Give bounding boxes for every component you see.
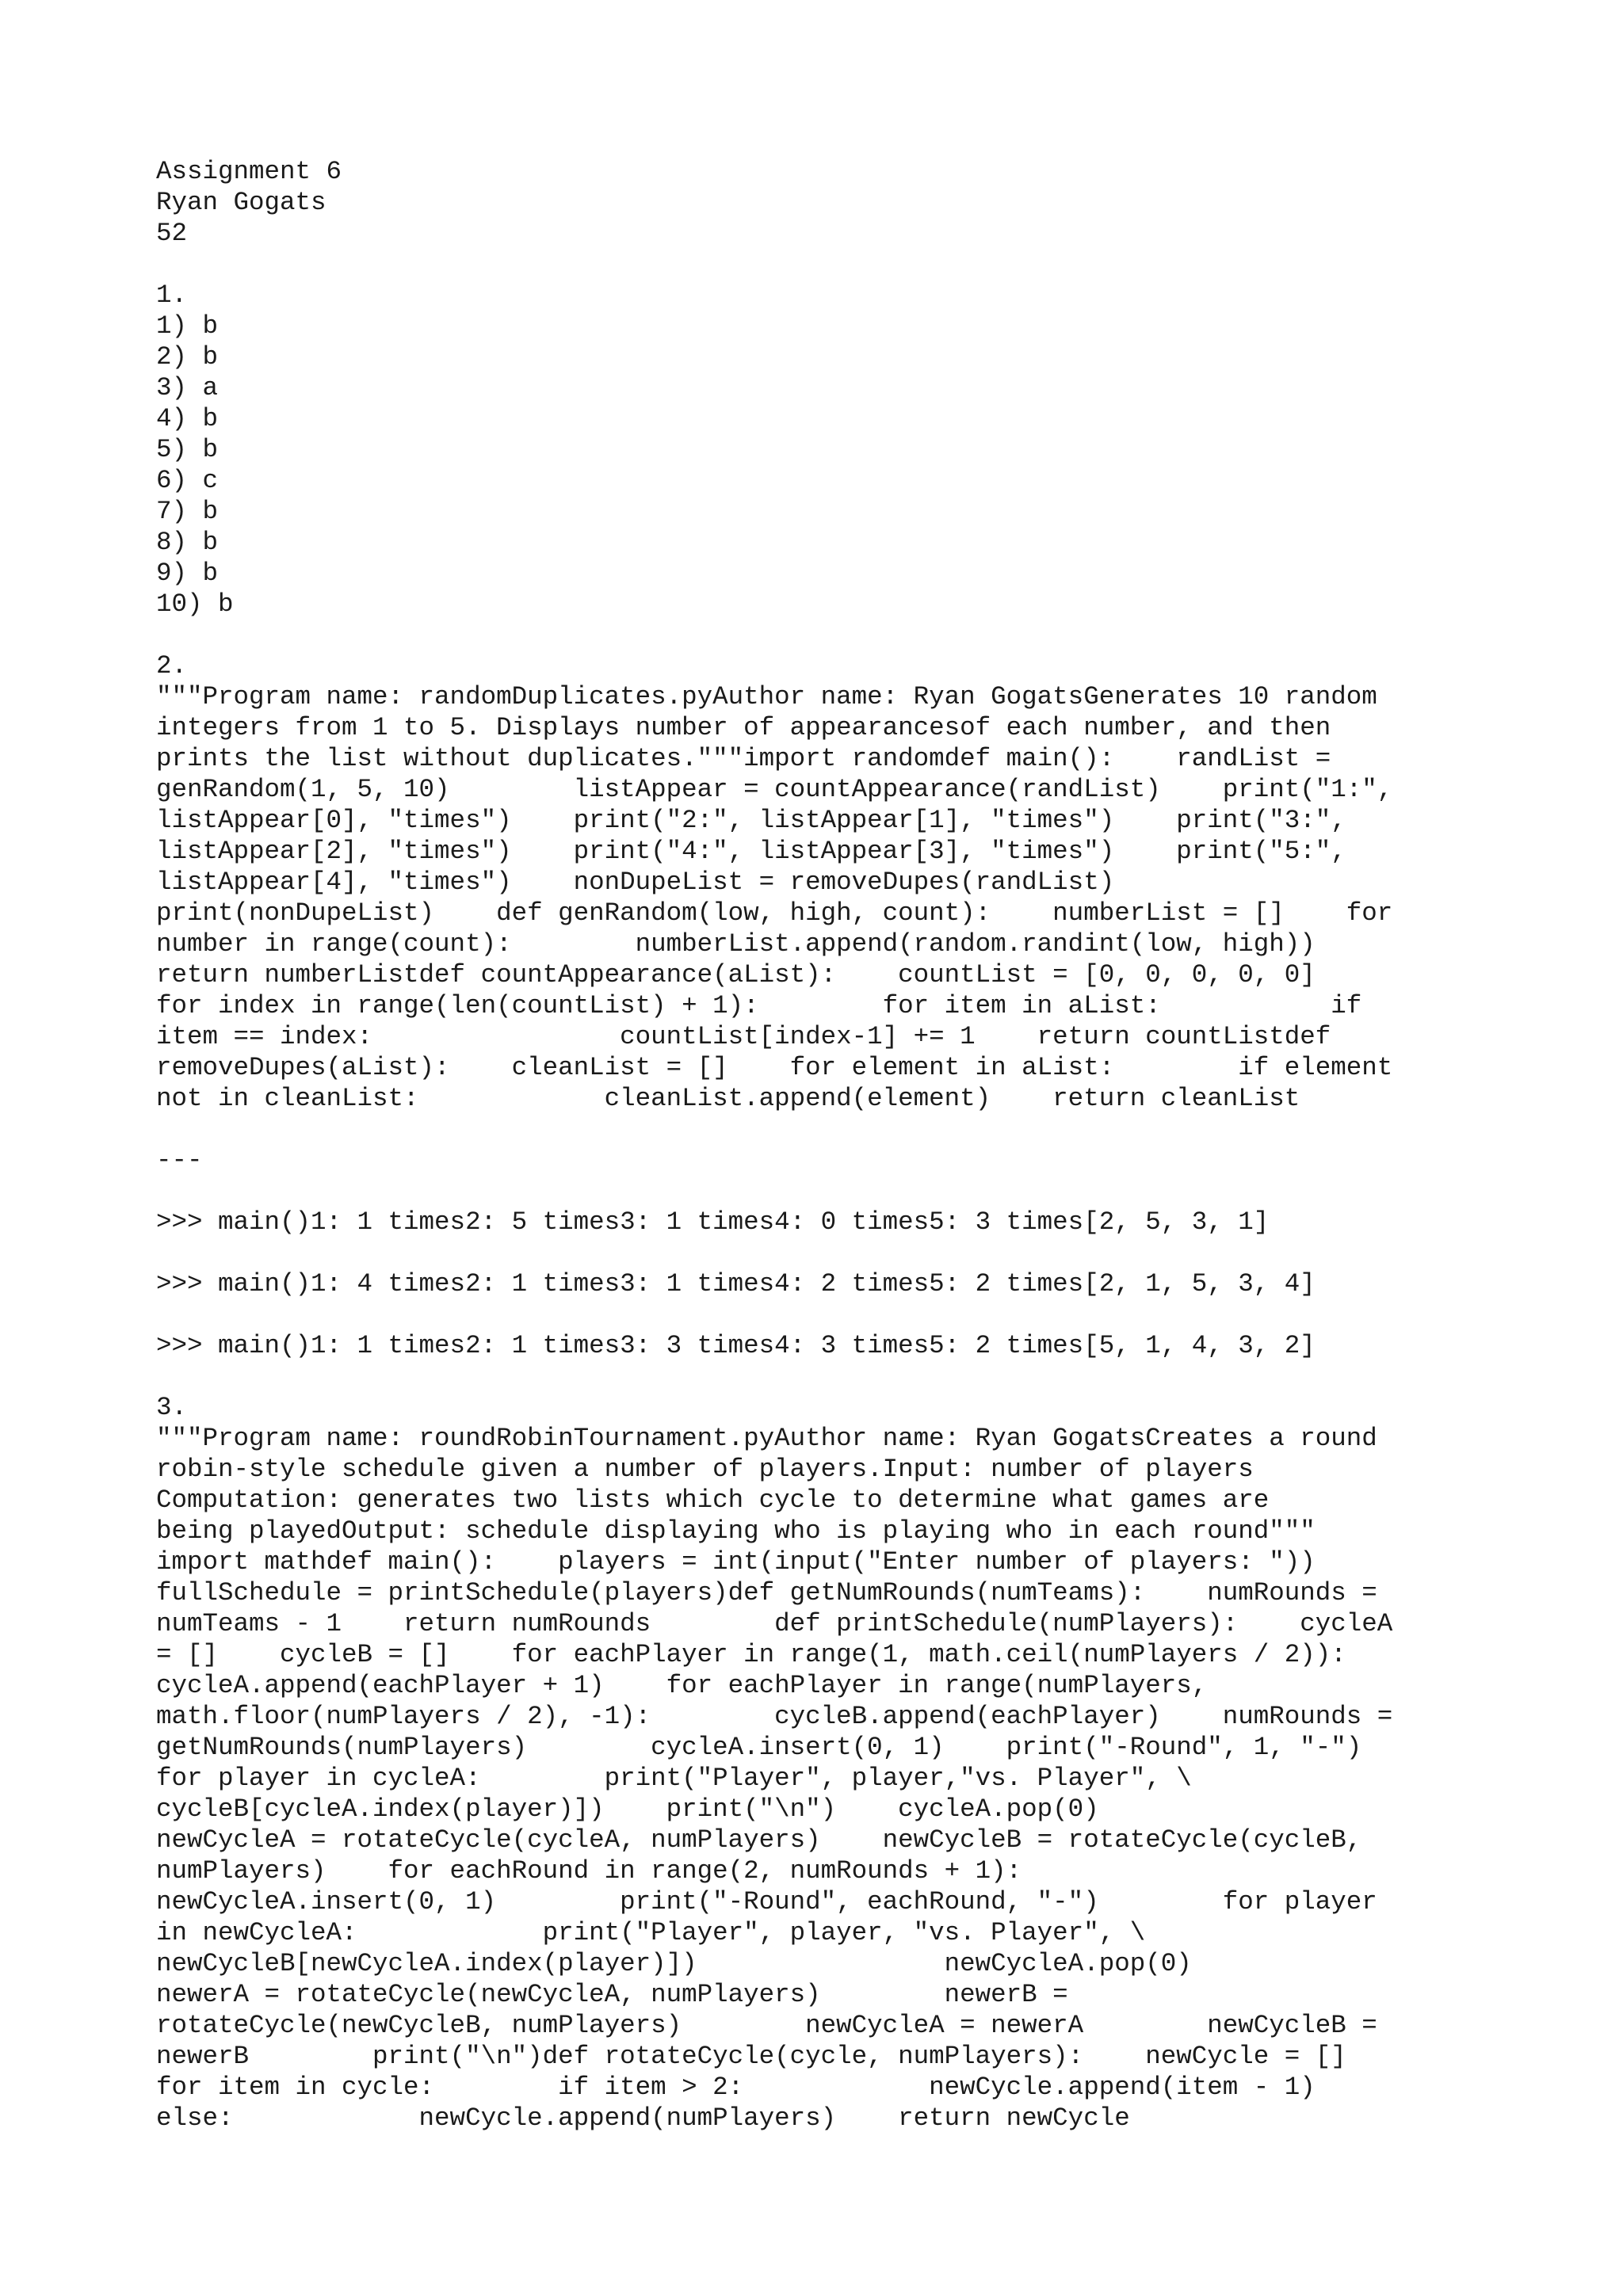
- answer-item: 3) a: [156, 373, 219, 402]
- document-page: [156, 156, 1487, 2134]
- spacer: [156, 1299, 1487, 1330]
- code-line: robin-style schedule given a number of players.Input: number of players: [156, 1455, 1254, 1484]
- code-line: item == index: countList[index-1] += 1 return countListdef: [156, 1022, 1331, 1051]
- section-3: [156, 1392, 1487, 2134]
- code-line: rotateCycle(newCycleB, numPlayers) newCycleA = newerA newCycleB =: [156, 2011, 1377, 2040]
- code-line: cycleB[cycleA.index(player)]) print("\n") cycleA.pop(0): [156, 1794, 1099, 1824]
- document-title: Assignment 6: [156, 157, 342, 186]
- code-line: for player in cycleA: print("Player", player,"vs. Player", \: [156, 1764, 1192, 1793]
- code-line: numTeams - 1 return numRounds def printSchedule(numPlayers): cycleA: [156, 1609, 1393, 1638]
- answer-item: 8) b: [156, 528, 219, 557]
- section-2-label: 2.: [156, 651, 188, 681]
- code-line: newerA = rotateCycle(newCycleA, numPlayers) newerB =: [156, 1980, 1068, 2009]
- answer-item: 5) b: [156, 435, 219, 464]
- code-line: = [] cycleB = [] for eachPlayer in range(1, math.ceil(numPlayers / 2)):: [156, 1640, 1346, 1669]
- code-line: integers from 1 to 5. Displays number of appearancesof each number, and then: [156, 713, 1331, 742]
- code-line: not in cleanList: cleanList.append(element) return cleanList: [156, 1084, 1300, 1113]
- section-1-label: 1.: [156, 280, 188, 310]
- code-line: newerB print("\n")def rotateCycle(cycle, numPlayers): newCycle = []: [156, 2042, 1346, 2071]
- code-line: removeDupes(aList): cleanList = [] for element in aList: if element: [156, 1053, 1393, 1082]
- code-line: else: newCycle.append(numPlayers) return newCycle: [156, 2103, 1130, 2133]
- code-line: numPlayers) for eachRound in range(2, numRounds + 1):: [156, 1856, 1022, 1886]
- code-line: fullSchedule = printSchedule(players)def getNumRounds(numTeams): numRounds =: [156, 1578, 1377, 1608]
- program-output: >>> main()1: 1 times2: 1 times3: 3 times4: 3 times5: 2 times[5, 1, 4, 3, 2]: [156, 1331, 1316, 1360]
- answer-item: 9) b: [156, 559, 219, 588]
- answer-item: 7) b: [156, 497, 219, 526]
- spacer: [156, 1238, 1487, 1268]
- code-line: getNumRounds(numPlayers) cycleA.insert(0, 1) print("-Round", 1, "-"): [156, 1733, 1362, 1762]
- answer-item: 4) b: [156, 404, 219, 433]
- answer-item: 2) b: [156, 342, 219, 372]
- code-line: number in range(count): numberList.append(random.randint(low, high)): [156, 929, 1316, 959]
- program-output: >>> main()1: 4 times2: 1 times3: 1 times4: 2 times5: 2 times[2, 1, 5, 3, 4]: [156, 1269, 1316, 1299]
- student-number: 52: [156, 219, 188, 248]
- code-line: being playedOutput: schedule displaying who is playing who in each round""": [156, 1516, 1316, 1546]
- section-3-label: 3.: [156, 1393, 188, 1422]
- answer-item: 6) c: [156, 466, 219, 495]
- spacer: [156, 1361, 1487, 1392]
- code-line: """Program name: randomDuplicates.pyAuthor name: Ryan GogatsGenerates 10 random: [156, 682, 1377, 711]
- spacer: [156, 249, 1487, 280]
- spacer: [156, 1114, 1487, 1145]
- separator: ---: [156, 1146, 203, 1175]
- answer-item: 10) b: [156, 589, 234, 619]
- code-line: genRandom(1, 5, 10) listAppear = countAppearance(randList) print("1:",: [156, 775, 1393, 804]
- code-line: listAppear[2], "times") print("4:", listAppear[3], "times") print("5:",: [156, 837, 1346, 866]
- code-line: return numberListdef countAppearance(aList): countList = [0, 0, 0, 0, 0]: [156, 960, 1316, 990]
- code-line: import mathdef main(): players = int(input("Enter number of players: ")): [156, 1547, 1316, 1577]
- code-line: for item in cycle: if item > 2: newCycle.append(item - 1): [156, 2073, 1316, 2102]
- code-line: math.floor(numPlayers / 2), -1): cycleB.append(eachPlayer) numRounds =: [156, 1702, 1393, 1731]
- code-line: Computation: generates two lists which cycle to determine what games are: [156, 1486, 1270, 1515]
- author-name: Ryan Gogats: [156, 188, 327, 217]
- code-line: newCycleA.insert(0, 1) print("-Round", eachRound, "-") for player: [156, 1887, 1377, 1917]
- answer-item: 1) b: [156, 311, 219, 341]
- code-line: """Program name: roundRobinTournament.pyAuthor name: Ryan GogatsCreates a round: [156, 1424, 1377, 1453]
- code-line: in newCycleA: print("Player", player, "vs. Player", \: [156, 1918, 1146, 1947]
- code-line: listAppear[0], "times") print("2:", listAppear[1], "times") print("3:",: [156, 806, 1346, 835]
- section-2: [156, 650, 1487, 1361]
- code-line: newCycleA = rotateCycle(cycleA, numPlayers) newCycleB = rotateCycle(cycleB,: [156, 1825, 1362, 1855]
- code-line: print(nonDupeList) def genRandom(low, high, count): numberList = [] for: [156, 898, 1393, 928]
- code-line: listAppear[4], "times") nonDupeList = removeDupes(randList): [156, 868, 1115, 897]
- code-line: for index in range(len(countList) + 1): for item in aList: if: [156, 991, 1362, 1020]
- code-line: cycleA.append(eachPlayer + 1) for eachPlayer in range(numPlayers,: [156, 1671, 1208, 1700]
- code-line: newCycleB[newCycleA.index(player)]) newCycleA.pop(0): [156, 1949, 1192, 1978]
- code-line: prints the list without duplicates."""import randomdef main(): randList =: [156, 744, 1331, 773]
- spacer: [156, 620, 1487, 650]
- spacer: [156, 1176, 1487, 1207]
- section-1: [156, 280, 1487, 620]
- program-output: >>> main()1: 1 times2: 5 times3: 1 times4: 0 times5: 3 times[2, 5, 3, 1]: [156, 1207, 1270, 1237]
